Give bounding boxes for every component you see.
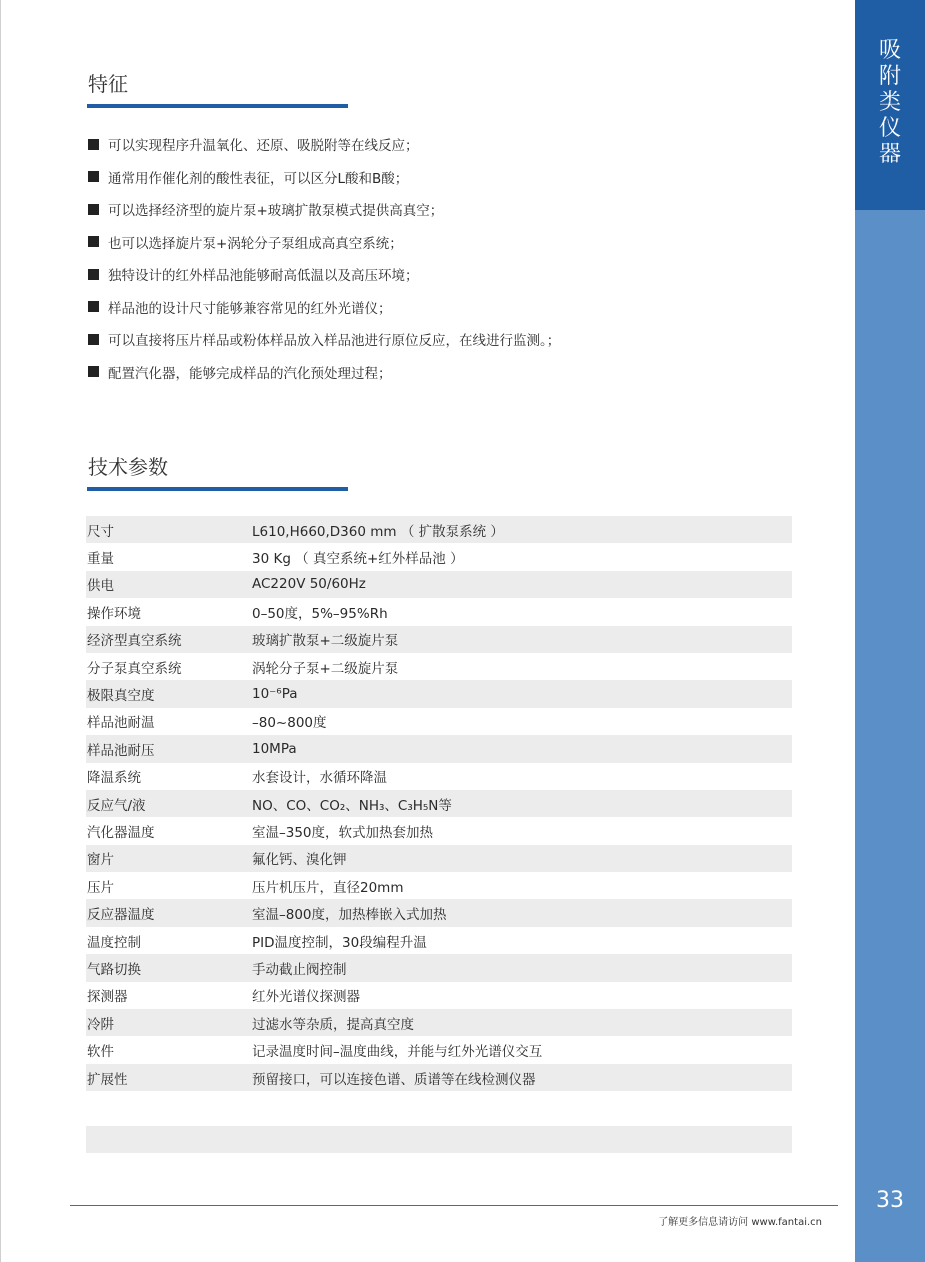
spec-label: 反应器温度 — [87, 907, 155, 924]
square-bullet-icon — [88, 171, 99, 182]
spec-label: 反应气/液 — [87, 797, 146, 814]
feature-text: 可以选择经济型的旋片泵+玻璃扩散泵模式提供高真空； — [108, 203, 444, 220]
features-heading-underline — [87, 104, 348, 108]
spec-value: 手动截止阀控制 — [252, 961, 347, 978]
feature-item — [88, 258, 828, 291]
spec-row — [86, 954, 792, 981]
feature-text: 也可以选择旋片泵+涡轮分子泵组成高真空系统； — [108, 235, 403, 252]
spec-row — [86, 927, 792, 954]
spec-row — [86, 516, 792, 543]
spec-label: 气路切换 — [87, 961, 141, 978]
spec-value: 室温–350度，软式加热套加热 — [252, 824, 434, 841]
spec-table — [86, 516, 792, 1091]
spec-label: 极限真空度 — [87, 688, 155, 705]
feature-item — [88, 323, 828, 356]
spec-row — [86, 1064, 792, 1091]
spec-label: 样品池耐温 — [87, 715, 155, 732]
spec-row — [86, 571, 792, 598]
footer-website-note: 了解更多信息请访问 www.fantai.cn — [658, 1217, 822, 1228]
spec-value: 红外光谱仪探测器 — [252, 989, 360, 1006]
spec-row — [86, 708, 792, 735]
spec-value: 玻璃扩散泵+二级旋片泵 — [252, 633, 399, 650]
category-char: 吸 — [878, 38, 901, 63]
spec-row — [86, 982, 792, 1009]
spec-value: L610,H660,D360 mm （ 扩散泵系统 ） — [252, 523, 504, 540]
square-bullet-icon — [88, 301, 99, 312]
square-bullet-icon — [88, 269, 99, 280]
square-bullet-icon — [88, 139, 99, 150]
spec-label: 温度控制 — [87, 934, 141, 951]
spec-label: 供电 — [87, 578, 114, 595]
spec-row — [86, 680, 792, 707]
category-char: 器 — [878, 142, 901, 167]
feature-item — [88, 193, 828, 226]
category-char: 类 — [878, 90, 901, 115]
specs-heading: 技术参数 — [88, 455, 168, 479]
footer-divider — [70, 1205, 838, 1206]
spec-value: 压片机压片，直径20mm — [252, 879, 404, 896]
spec-row — [86, 817, 792, 844]
spec-label: 压片 — [87, 879, 114, 896]
spec-value: 氟化钙、溴化钾 — [252, 852, 347, 869]
category-sidebar — [855, 0, 925, 1262]
features-list — [88, 128, 828, 388]
page-left-rule — [0, 0, 1, 1262]
spec-label: 分子泵真空系统 — [87, 660, 182, 677]
spec-label: 探测器 — [87, 989, 128, 1006]
feature-text: 通常用作催化剂的酸性表征，可以区分L酸和B酸； — [108, 170, 409, 187]
spec-value: –80~800度 — [252, 715, 327, 732]
spec-label: 尺寸 — [87, 523, 114, 540]
spec-value: 记录温度时间–温度曲线，并能与红外光谱仪交互 — [252, 1044, 543, 1061]
feature-item — [88, 128, 828, 161]
spec-label: 操作环境 — [87, 605, 141, 622]
spec-label: 重量 — [87, 551, 114, 568]
category-char: 仪 — [878, 116, 901, 141]
spec-row — [86, 899, 792, 926]
spec-value: AC220V 50/60Hz — [252, 576, 366, 593]
page-number: 33 — [876, 1188, 904, 1213]
feature-text: 可以实现程序升温氧化、还原、吸脱附等在线反应； — [108, 138, 419, 155]
spec-value: 过滤水等杂质，提高真空度 — [252, 1016, 414, 1033]
feature-text: 可以直接将压片样品或粉体样品放入样品池进行原位反应，在线进行监测。； — [108, 333, 561, 350]
feature-text: 样品池的设计尺寸能够兼容常见的红外光谱仪； — [108, 300, 392, 317]
spec-value: NO、CO、CO₂、NH₃、C₃H₅N等 — [252, 797, 452, 814]
spec-label: 冷阱 — [87, 1016, 114, 1033]
spec-value: 涡轮分子泵+二级旋片泵 — [252, 660, 399, 677]
specs-heading-underline — [87, 487, 348, 491]
spec-value: PID温度控制，30段编程升温 — [252, 934, 427, 951]
feature-item — [88, 291, 828, 324]
square-bullet-icon — [88, 236, 99, 247]
spec-row — [86, 1009, 792, 1036]
spec-row — [86, 872, 792, 899]
features-heading: 特征 — [88, 72, 128, 96]
feature-item — [88, 226, 828, 259]
spec-table-empty-row — [86, 1126, 792, 1153]
category-title — [855, 38, 925, 168]
spec-value: 室温–800度，加热棒嵌入式加热 — [252, 907, 447, 924]
category-tab — [855, 0, 925, 210]
spec-row — [86, 626, 792, 653]
spec-label: 窗片 — [87, 852, 114, 869]
spec-value: 水套设计，水循环降温 — [252, 770, 387, 787]
spec-label: 经济型真空系统 — [87, 633, 182, 650]
feature-text: 配置汽化器，能够完成样品的汽化预处理过程； — [108, 365, 392, 382]
square-bullet-icon — [88, 366, 99, 377]
square-bullet-icon — [88, 334, 99, 345]
feature-item — [88, 161, 828, 194]
spec-value: 10MPa — [252, 740, 297, 757]
spec-row — [86, 845, 792, 872]
spec-label: 样品池耐压 — [87, 742, 155, 759]
spec-row — [86, 763, 792, 790]
spec-row — [86, 653, 792, 680]
spec-label: 扩展性 — [87, 1071, 128, 1088]
feature-text: 独特设计的红外样品池能够耐高低温以及高压环境； — [108, 268, 419, 285]
spec-row — [86, 735, 792, 762]
spec-value: 10⁻⁶Pa — [252, 686, 298, 703]
spec-row — [86, 790, 792, 817]
category-char: 附 — [878, 64, 901, 89]
spec-label: 软件 — [87, 1044, 114, 1061]
spec-row — [86, 598, 792, 625]
spec-label: 降温系统 — [87, 770, 141, 787]
feature-item — [88, 356, 828, 389]
spec-value: 0–50度，5%–95%Rh — [252, 605, 388, 622]
square-bullet-icon — [88, 204, 99, 215]
spec-row — [86, 543, 792, 570]
spec-value: 30 Kg （ 真空系统+红外样品池 ） — [252, 551, 464, 568]
spec-row — [86, 1036, 792, 1063]
spec-label: 汽化器温度 — [87, 824, 155, 841]
spec-value: 预留接口，可以连接色谱、质谱等在线检测仪器 — [252, 1071, 536, 1088]
